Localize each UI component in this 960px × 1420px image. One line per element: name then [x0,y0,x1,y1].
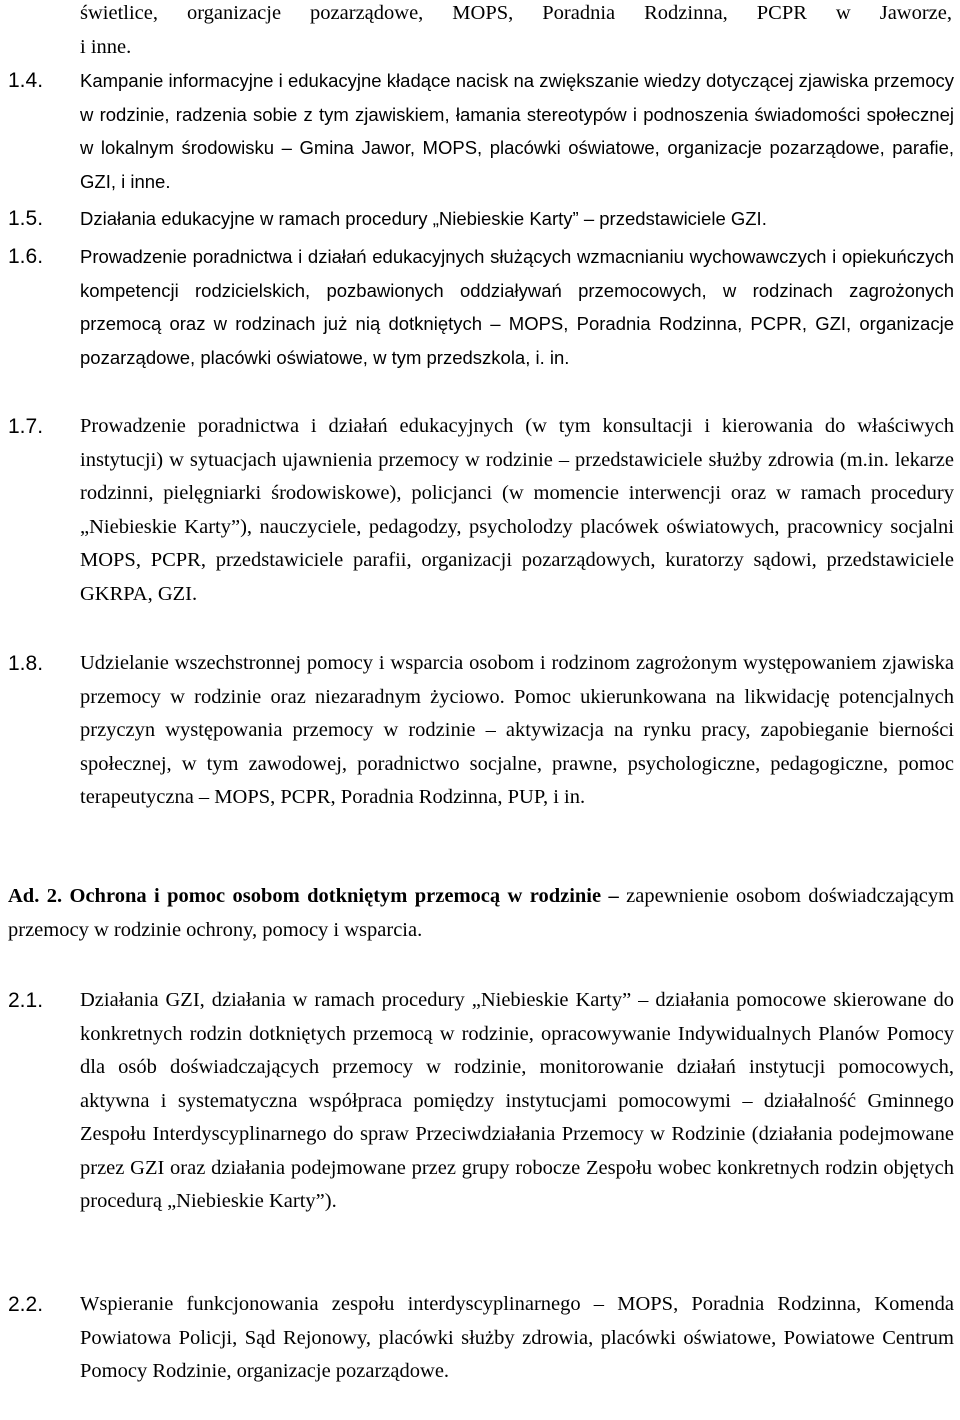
item-1-5-text: Działania edukacyjne w ramach procedury „Niebieskie Karty” – przedstawiciele GZI. [80,208,767,229]
item-1-6-text: Prowadzenie poradnictwa i działań edukacyjnych służących wzmacnianiu wychowawczych i opiekuńczych kompetencji rodzicielskich, pozbawionych oddziaływań przemocowych, w rodzinach zagrożonych przemocą oraz w rodzinach już nią dotkniętych – MOPS, Poradnia Rodzinna, PCPR, GZI, organizacje pozarządowe, placówki oświatowe, w tym przedszkola, i. in. [80,246,954,368]
item-1-7-text: Prowadzenie poradnictwa i działań edukacyjnych (w tym konsultacji i kierowania do właściwych instytucji) w sytuacjach ujawnienia przemocy w rodzinie – przedstawiciele służby zdrowia (m.in. lekarze rodzinni, pielęgniarki środowiskowe), policjanci (w momencie interwencji oraz w ramach procedury „Niebieskie Karty”), nauczyciele, pedagodzy, psycholodzy placówek oświatowych, pracownicy socjalni MOPS, PCPR, przedstawiciele parafii, organizacji pozarządowych, kuratorzy sądowi, przedstawiciele GKRPA, GZI. [80,415,954,605]
item-2-1-text: Działania GZI, działania w ramach procedury „Niebieskie Karty” – działania pomocowe skierowane do konkretnych rodzin dotkniętych przemocą w rodzinie, opracowywanie Indywidualnych Planów Pomocy dla osób doświadczających przemocy w rodzinie, monitorowanie działań instytucji pomocowych, aktywna i systematyczna współpraca pomiędzy instytucjami pomocowymi – działalność Gminnego Zespołu Interdyscyplinarnego do spraw Przeciwdziałania Przemocy w Rodzinie (działania podejmowane przez GZI oraz działania podejmowane przez grupy robocze Zespołu wobec konkretnych rodzin objętych procedurą „Niebieskie Karty”). [80,989,954,1212]
section-ad2-heading: Ochrona i pomoc osobom dotkniętym przemocą w rodzinie [69,885,602,907]
item-number: 1.4. [8,69,44,92]
item-number: 2.2. [8,1293,44,1316]
item-number: 2.1. [8,989,44,1012]
item-number: 1.6. [8,245,44,268]
section-ad2-dash: – [601,885,627,907]
item-number: 1.5. [8,207,44,230]
section-ad2-prefix: Ad. 2. [8,885,63,907]
item-2-2-text: Wspieranie funkcjonowania zespołu interdyscyplinarnego – MOPS, Poradnia Rodzinna, Komenda Powiatowa Policji, Sąd Rejonowy, placówki służby zdrowia, placówki oświatowe, Powiatowe Centrum Pomocy Rodzinie, organizacje pozarządowe. [80,1293,954,1382]
item-1-8-text: Udzielanie wszechstronnej pomocy i wsparcia osobom i rodzinom zagrożonym występowaniem zjawiska przemocy w rodzinie oraz niezaradnym życiowo. Pomoc ukierunkowana na likwidację potencjalnych przyczyn występowania przemocy w rodzinie – aktywizacja na rynku pracy, zapobieganie bierności społecznej, w tym zawodowej, poradnictwo socjalne, prawne, psychologiczne, pedagogiczne, pomoc terapeutyczna – MOPS, PCPR, Poradnia Rodzinna, PUP, i in. [80,652,954,808]
item-1-3-tail-line2: i inne. [80,36,132,58]
section-ad2 [8,880,954,947]
section-ad2-rest: zapewnienie osobom doświadczającym przemocy w rodzinie ochrony, pomocy i wsparcia. [8,885,955,941]
item-1-4-text: Kampanie informacyjne i edukacyjne kładące nacisk na zwiększanie wiedzy dotyczącej zjawiska przemocy w rodzinie, radzenia sobie z tym zjawiskiem, łamania stereotypów i podnoszenia świadomości społecznej w lokalnym środowisku – Gmina Jawor, MOPS, placówki oświatowe, organizacje pozarządowe, parafie, GZI, i inne. [80,70,954,192]
item-1-3-tail-line1: świetlice, organizacje pozarządowe, MOPS, Poradnia Rodzinna, PCPR w Jaworze, [80,2,952,24]
item-number: 1.8. [8,652,44,675]
item-number: 1.7. [8,415,44,438]
